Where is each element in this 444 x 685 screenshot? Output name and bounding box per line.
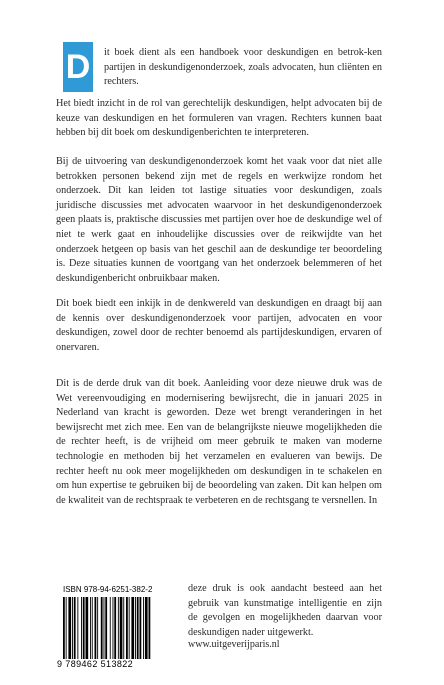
drop-cap: D (63, 42, 93, 92)
barcode-icon (63, 597, 179, 659)
barcode-digits: 9 789462 513822 (57, 659, 134, 669)
isbn-label: ISBN 978-94-6251-382-2 (63, 585, 153, 594)
blurb-paragraph-4-continued: deze druk is ook aandacht besteed aan het gebruik van kunstmatige intelligentie en zijn de gevolgen en mogelijkheden daarvan voor deskundigen nader uitgewerkt. (188, 583, 382, 638)
publisher-url[interactable]: www.uitgeverijparis.nl (188, 639, 280, 650)
isbn-barcode (57, 583, 185, 675)
blurb-paragraph-3: Dit boek biedt een inkijk in de denkwereld van deskundigen en draagt bij aan de kennis over deskundigenonderzoek voor partijen, advocaten en voor deskundigen, zowel door de rechter benoemd als partijdeskundigen, ervaren of onervaren. (56, 298, 382, 353)
blurb-paragraph-1-continued: Het biedt inzicht in de rol van gerechtelijk deskundigen, helpt advocaten bij de keuze van deskundigen en het formuleren van vragen. Rechters kunnen baat hebben bij dit boek om deskundigenberichten te interpreteren. (56, 98, 382, 139)
blurb-paragraph-4: Dit is de derde druk van dit boek. Aanleiding voor deze nieuwe druk was de Wet vereenvoudiging en modernisering bewijsrecht, die in januari 2025 in Nederland van kracht is geworden. Deze wet brengt veranderingen in het bewijsrecht met zich mee. Een van de belangrijkste nieuwe mogelijkheden die de rechter heeft, is de vrijheid om meer gebruik te maken van moderne technologie en methoden bij het verzamelen en evalueren van bewijs. De rechter heeft nu ook meer mogelijkheden om deskundigen in te schakelen en om hun expertise te gebruiken bij de beoordeling van zaken. Dit kan helpen om de kwaliteit van de rechtspraak te verbeteren en de rechtsgang te versnellen. In (56, 378, 382, 506)
blurb-paragraph-1: it boek dient als een handboek voor deskundigen en betrok-ken partijen in deskundigenonderzoek, zoals advocaten, hun cliënten en rechters. (104, 47, 382, 88)
blurb-paragraph-2: Bij de uitvoering van deskundigenonderzoek komt het vaak voor dat niet alle betrokken personen bekend zijn met de regels en werkwijze rondom het onderzoek. Dit kan leiden tot lastige situaties voor deskundigen, zoals juridische discussies met advocaten waarvoor in het deskundigenonderzoek geen plaats is, praktische discussies met partijen over hoe de deskundige wel of niet te werk gaat en inhoudelijke discussies over de reikwijdte van het onderzoek hetgeen op basis van het geschil aan de deskundige ter beoordeling is. Deze situaties kunnen de voortgang van het onderzoek belemmeren of het deskundigenbericht onbruikbaar maken. (56, 156, 382, 284)
